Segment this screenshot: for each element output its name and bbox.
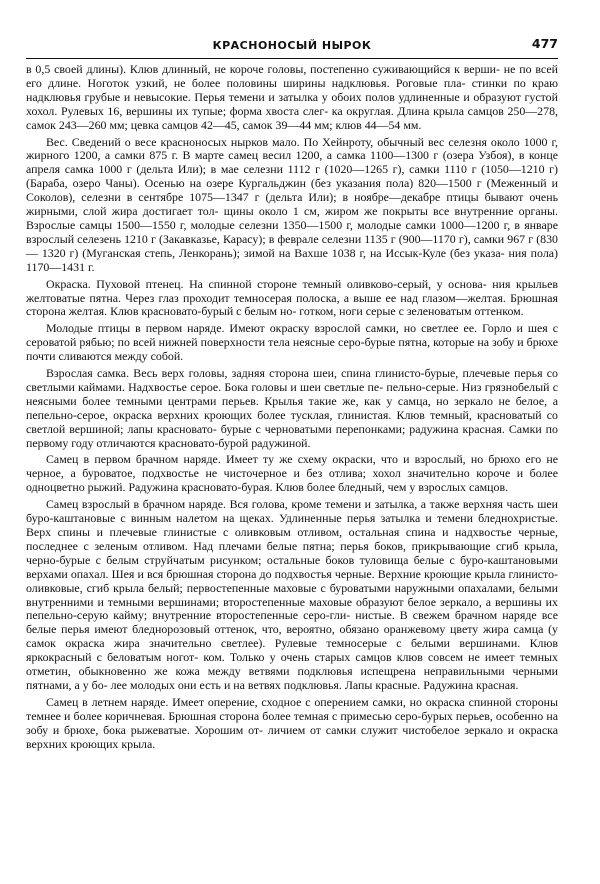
paragraph-first-breeding-male: Самец в первом брачном наряде. Имеет ту же схему окраски, что и взрослый, но брюхо его не черное, а буроватое, подхвостье не чисточерное и без отлива; хохол значительно короче и более одноцветно рыжий. Радужина красновато-бурая. Клюв более бледный, чем у взрослых самцов.	[26, 452, 558, 495]
paragraph-measurements: в 0,5 своей длины). Клюв длинный, не короче головы, постепенно суживающийся к верши- не по всей его длине. Ноготок узкий, не более половины ширины надклювья. Роговые пла- стинки по краю надклювья грубые и невысокие. Перья темени и затылка у обоих полов удлиненные и образуют густой хохол. Рулевых 16, вершины их тупые; форма хвоста слег- ка округлая. Длина крыла самцов 250—278, самок 243—260 мм; цевка самцов 42—45, самок 39—44 мм; клюв 44—54 мм.	[26, 62, 558, 132]
paragraph-juvenile: Молодые птицы в первом наряде. Имеют окраску взрослой самки, но светлее ее. Горло и шея с сероватой рябью; по всей нижней поверхности тела неясные серо-бурые пятна, которые на зобу и брюхе почти сливаются между собой.	[26, 321, 558, 364]
paragraph-coloration-downy-chick: Окраска. Пуховой птенец. На спинной стороне темный оливково-серый, у основа- ния крыльев желтоватые пятна. Через глаз проходит темносерая полоска, а выше ее над глазом—желтая. Брюшная сторона желтая. Клюв красновато-бурый с белым но- готком, ноги серые с зеленоватым оттенком.	[26, 276, 558, 319]
page-body	[26, 63, 558, 752]
running-title: КРАСНОНОСЫЙ НЫРОК	[212, 39, 372, 52]
paragraph-adult-female: Взрослая самка. Весь верх головы, задняя сторона шеи, спина глинисто-бурые, плечевые перья со светлыми каймами. Надхвостье серое. Бока головы и шеи светлые пе- пельно-серые. Низ грязнобелый с неясными более темными центрами перьев. Крылья такие же, как у самца, но зеркало не белое, а пепельно-серое, окраска верхних кроющих более тусклая, глинистая. Клюв темный, красноватый со светлой вершиной; лапы красновато- бурые с черноватыми перепонками; радужина красная. Самки по первому году отличаются красновато-бурой радужиной.	[26, 366, 558, 450]
paragraph-adult-breeding-male: Самец взрослый в брачном наряде. Вся голова, кроме темени и затылка, а также верхняя часть шеи буро-каштановые с винным налетом на щеках. Удлиненные перья затылка и темени бледнохристые. Верх спины и плечевые глинистые с оливковым отливом, остальная спина и надхвостье черные, последнее с зеленым отливом. Над плечами белые пятна; перья боков, прикрывающие сгиб крыла, черно-бурые с белым струйчатым рисунком; остальные боков туловища белые с буро-каштановыми верхами опахал. Шея и вся брюшная сторона до подхвостья черные. Верхние кроющие крыла глинисто-оливковые, сгиб крыла белый; первостепенные маховые с буроватыми наружными опахалами, белыми внутренними и темными вершинами; второстепенные маховые образуют белое зеркало, а вершины их пепельно-серую кайму; внутренние второстепенные серо-гли- нистые. В свежем брачном наряде все белые перья имеют бледнорозовый оттенок, что, вероятно, обязано оранжевому цвету жира самца (у самок окраска жира значительно светлее). Рулевые темносерые с белыми вершинами. Клюв яркокрасный с беловатым ногот- ком. Только у очень старых самцов клюв совсем не имеет темных отметин, обыкновенно же кожа между ветвями подклювья испещрена неправильными черными пятнами, а у бо- лее молодых они есть и на ветвях подклювья. Лапы красные. Радужина красная.	[26, 497, 558, 692]
page-number: 477	[531, 36, 558, 51]
header-rule	[26, 58, 558, 59]
paragraph-summer-male: Самец в летнем наряде. Имеет оперение, сходное с оперением самки, но окраска спинной стороны темнее и более коричневая. Брюшная сторона более темная с примесью серо-бурых перьев, особенно на зобу и брюхе, бока рыжеватые. Хорошим от- личием от самки служит чистобелое зеркало и окраска верхних кроющих крыла.	[26, 694, 558, 751]
running-header	[26, 36, 558, 58]
paragraph-weight: Вес. Сведений о весе красноносых нырков мало. По Хейнроту, обычный вес селезня около 1000 г, жирного 1200, а самки 875 г. В марте самец весил 1200, а самка 1100—1300 г (озера Узбоя), в конце апреля самка 1000 г (дельта Или); в мае селезни 1112 г (1020—1265 г), самки 1110 г (1050—1210 г) (Бараба, озеро Чаны). Осенью на озере Кургальджин (без указания пола) 820—1500 г (Меженный и Соколов), селезни в сентябре 1075—1347 г (дельта Или); в ноябре—декабре птицы бывают очень жирными, слой жира достигает тол- щины около 1 см, жиром же покрыты все внутренние органы. Взрослые самцы 1500—1550 г, молодые селезни 1350—1500 г, молодые самки 1000—1200 г, в январе взрослый селезень 1210 г (Закавказье, Карасу); в феврале селезни 1135 г (900—1170 г), самки 967 г (830— 1320 г) (Муганская степь, Ленкорань); зимой на Вахше 1038 г, на Иссык-Куле (без указа- ния пола) 1170—1431 г.	[26, 134, 558, 274]
